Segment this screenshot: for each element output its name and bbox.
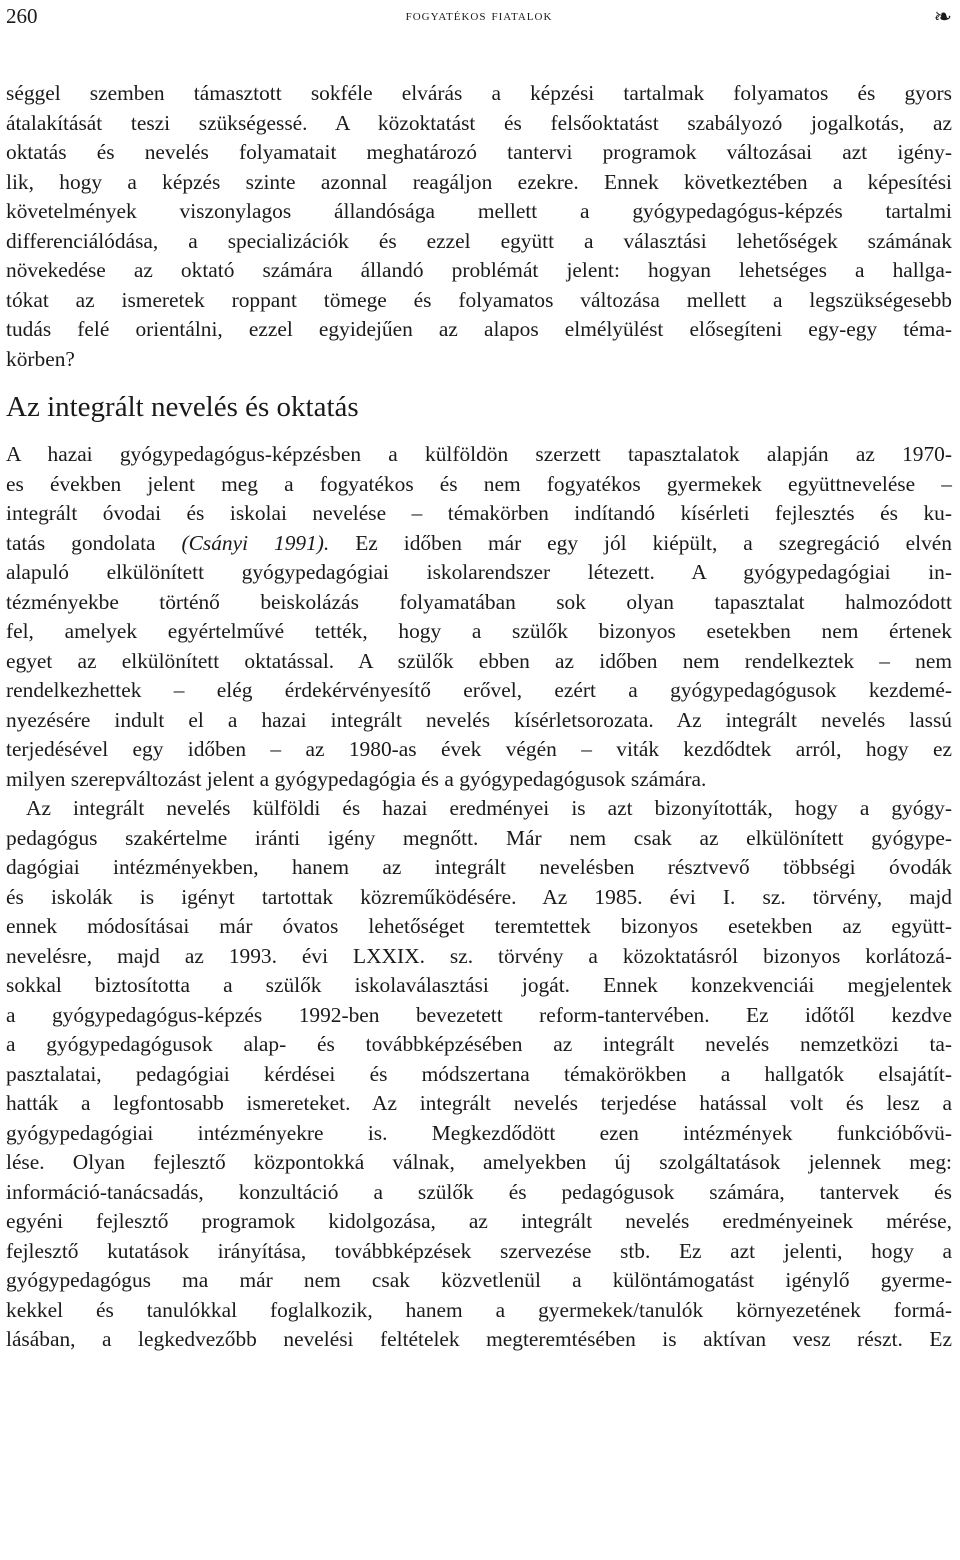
paragraph-2 (6, 440, 952, 794)
text-line: a gyógypedagógusok alap- és továbbképzésében az integrált nevelés nemzetközi ta- (6, 1032, 952, 1056)
text-line: a gyógypedagógus-képzés 1992-ben bevezetett reform-tantervében. Ez időtől kezdve (6, 1002, 952, 1027)
text-line: nevelésre, majd az 1993. évi LXXIX. sz. törvény a közoktatásról bizonyos korlátozá- (6, 943, 952, 968)
text-line: kekkel és tanulókkal foglalkozik, hanem a gyermekek/tanulók környezetének formá- (6, 1297, 952, 1322)
text-line: körben? (6, 346, 75, 371)
text-line: átalakítását teszi szükségessé. A közoktatást és felsőoktatást szabályozó jogalkotás, az (6, 110, 952, 135)
text-line: A hazai gyógypedagógus-képzésben a külföldön szerzett tapasztalatok alapján az 1970- (6, 442, 952, 466)
text-line: tézményekbe történő beiskolázás folyamatában sok olyan tapasztalat halmozódott (6, 589, 952, 614)
text-line: fel, amelyek egyértelművé tették, hogy a szülők bizonyos esetekben nem értenek (6, 619, 952, 643)
text-line: es években jelent meg a fogyatékos és nem fogyatékos gyermekek együttnevelése – (6, 471, 952, 496)
text-segment: tatás gondolata (6, 530, 182, 555)
text-line: tudás felé orientálni, ezzel egyidejűen az alapos elmélyülést elősegíteni egy-egy téma- (6, 317, 952, 341)
text-line: egyet az elkülönített oktatással. A szülők ebben az időben nem rendelkeztek – nem (6, 648, 952, 673)
text-line: és iskolák is igényt tartottak közreműködésére. Az 1985. évi I. sz. törvény, majd (6, 884, 952, 909)
text-line: integrált óvodai és iskolai nevelése – témakörben indítandó kísérleti fejlesztés és ku- (6, 501, 952, 525)
body-text (6, 79, 952, 1355)
citation: (Csányi 1991). (181, 530, 330, 555)
text-line: pasztalatai, pedagógiai kérdései és módszertana témakörökben a hallgatók elsajátít- (6, 1061, 952, 1086)
text-line: egyéni fejlesztő programok kidolgozása, az integrált nevelés eredményeinek mérése, (6, 1209, 952, 1233)
running-title: fogyatékos fiatalok (405, 7, 553, 24)
section-title: Az integrált nevelés és oktatás (6, 391, 359, 423)
text-line-with-citation (6, 529, 952, 559)
text-line: oktatás és nevelés folyamatait meghatározó tantervi programok változásai azt igény- (6, 140, 952, 164)
fleuron-icon: ❧ (933, 4, 952, 29)
text-line: Az integrált nevelés külföldi és hazai eredményei is azt bizonyították, hogy a gyógy- (26, 796, 952, 820)
text-line: alapuló elkülönített gyógypedagógiai iskolarendszer létezett. A gyógypedagógiai in- (6, 560, 952, 584)
text-line: milyen szerepváltozást jelent a gyógypedagógia és a gyógypedagógusok számára. (6, 766, 707, 791)
text-line: gyógypedagógiai intézményekre is. Megkezdődött ezen intézmények funkcióbővü- (6, 1120, 952, 1145)
text-line: lik, hogy a képzés szinte azonnal reagáljon ezekre. Ennek következtében a képesítési (6, 169, 952, 194)
text-line: hatták a legfontosabb ismereteket. Az integrált nevelés terjedése hatással volt és lesz a (6, 1091, 952, 1115)
text-line: nyezésére indult el a hazai integrált nevelés kísérletsorozata. Az integrált nevelés lassú (6, 707, 952, 732)
paragraph-3 (6, 794, 952, 1355)
text-line: sokkal biztosította a szülők iskolaválasztási jogát. Ennek konzekvenciái megjelentek (6, 973, 952, 997)
running-head (6, 4, 952, 34)
text-line: lásában, a legkedvezőbb nevelési feltételek megteremtésében is aktívan vesz részt. Ez (6, 1327, 952, 1351)
text-line: differenciálódása, a specializációk és ezzel együtt a választási lehetőségek számának (6, 228, 952, 253)
paragraph-1 (6, 79, 952, 374)
page-number: 260 (6, 4, 38, 28)
text-line: lése. Olyan fejlesztő központokká válnak, amelyekben új szolgáltatások jelennek meg: (6, 1150, 952, 1174)
text-line: fejlesztő kutatások irányítása, továbbképzések szervezése stb. Ez azt jelenti, hogy a (6, 1238, 952, 1263)
text-line: rendelkezhettek – elég érdekérvényesítő erővel, ezért a gyógypedagógusok kezdemé- (6, 678, 952, 702)
text-segment: Ez időben már egy jól kiépült, a szegregáció elvén (329, 530, 952, 555)
text-line: növekedése az oktató számára állandó problémát jelent: hogyan lehetséges a hallga- (6, 258, 952, 282)
text-line: dagógiai intézményekben, hanem az integrált nevelésben résztvevő többségi óvodák (6, 855, 952, 879)
text-line: tókat az ismeretek roppant tömege és folyamatos változása mellett a legszükségesebb (6, 287, 952, 312)
text-line: követelmények viszonylagos állandósága mellett a gyógypedagógus-képzés tartalmi (6, 199, 952, 223)
text-line: gyógypedagógus ma már nem csak közvetlenül a különtámogatást igénylő gyerme- (6, 1268, 952, 1292)
text-line: pedagógus szakértelme iránti igény megnőtt. Már nem csak az elkülönített gyógype- (6, 825, 952, 850)
text-line: séggel szemben támasztott sokféle elvárás a képzési tartalmak folyamatos és gyors (6, 81, 952, 105)
text-line: ennek módosításai már óvatos lehetőséget teremtettek bizonyos esetekben az együtt- (6, 914, 952, 938)
text-line: információ-tanácsadás, konzultáció a szülők és pedagógusok számára, tantervek és (6, 1179, 952, 1204)
text-line: terjedésével egy időben – az 1980-as évek végén – viták kezdődtek arról, hogy ez (6, 737, 952, 761)
